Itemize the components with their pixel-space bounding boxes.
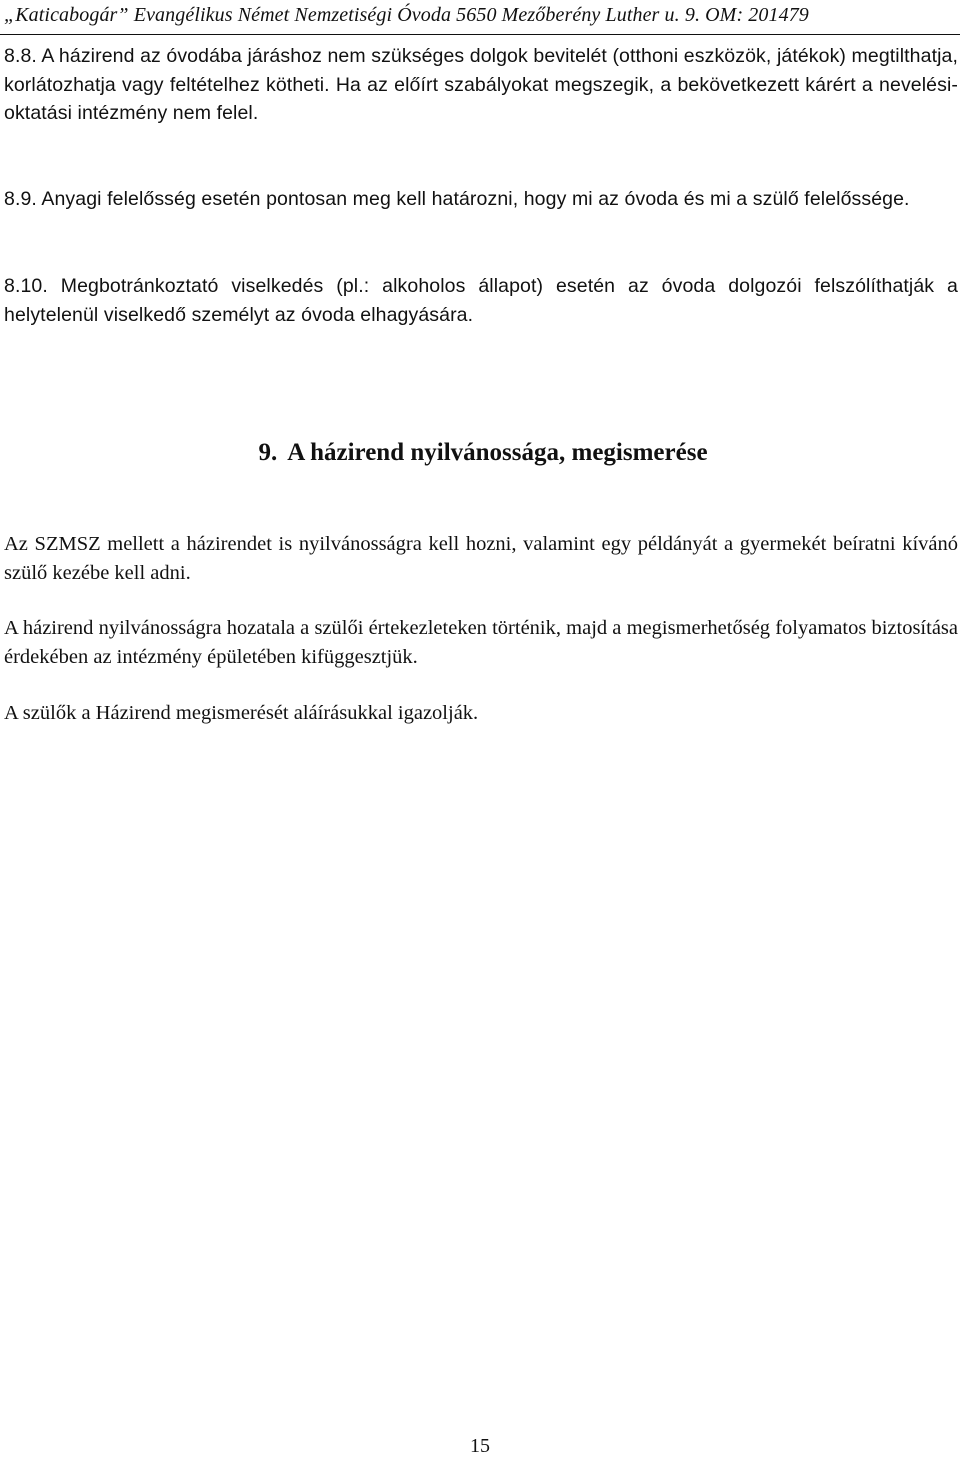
page-number: 15	[470, 1435, 490, 1457]
body-paragraph-1: Az SZMSZ mellett a házirendet is nyilvánosságra kell hozni, valamint egy példányát a gyermekét beíratni kívánó szülő kezébe kell adni.	[4, 533, 958, 584]
body-paragraph-2: A házirend nyilvánosságra hozatala a szülői értekezleteken történik, majd a megismerhetőség folyamatos biztosítása érdekében az intézmény épületében kifüggesztjük.	[4, 617, 958, 668]
paragraph-8-10: 8.10. Megbotránkoztató viselkedés (pl.: alkoholos állapot) esetén az óvoda dolgozói felszólíthatják a helytelenül viselkedő személyt az óvoda elhagyására.	[4, 275, 958, 326]
section-number: 9.	[258, 439, 278, 466]
paragraph-8-9: 8.9. Anyagi felelősség esetén pontosan meg kell határozni, hogy mi az óvoda és mi a szülő felelőssége.	[4, 188, 910, 210]
body-paragraph-3: A szülők a Házirend megismerését aláírásukkal igazolják.	[4, 702, 479, 724]
header-divider	[0, 34, 960, 35]
section-heading	[0, 436, 960, 470]
paragraph-8-8: 8.8. A házirend az óvodába járáshoz nem szükséges dolgok bevitelét (otthoni eszközök, játékok) megtilthatja, korlátozhatja vagy feltételhez kötheti. Ha az előírt szabályokat megszegik, a bekövetkezett kárért a nevelési-oktatási intézmény nem felel.	[4, 45, 958, 124]
page-header: „Katicabogár” Evangélikus Német Nemzetiségi Óvoda 5650 Mezőberény Luther u. 9. OM: 201479	[4, 4, 809, 26]
section-title: A házirend nyilvánossága, megismerése	[287, 439, 708, 466]
